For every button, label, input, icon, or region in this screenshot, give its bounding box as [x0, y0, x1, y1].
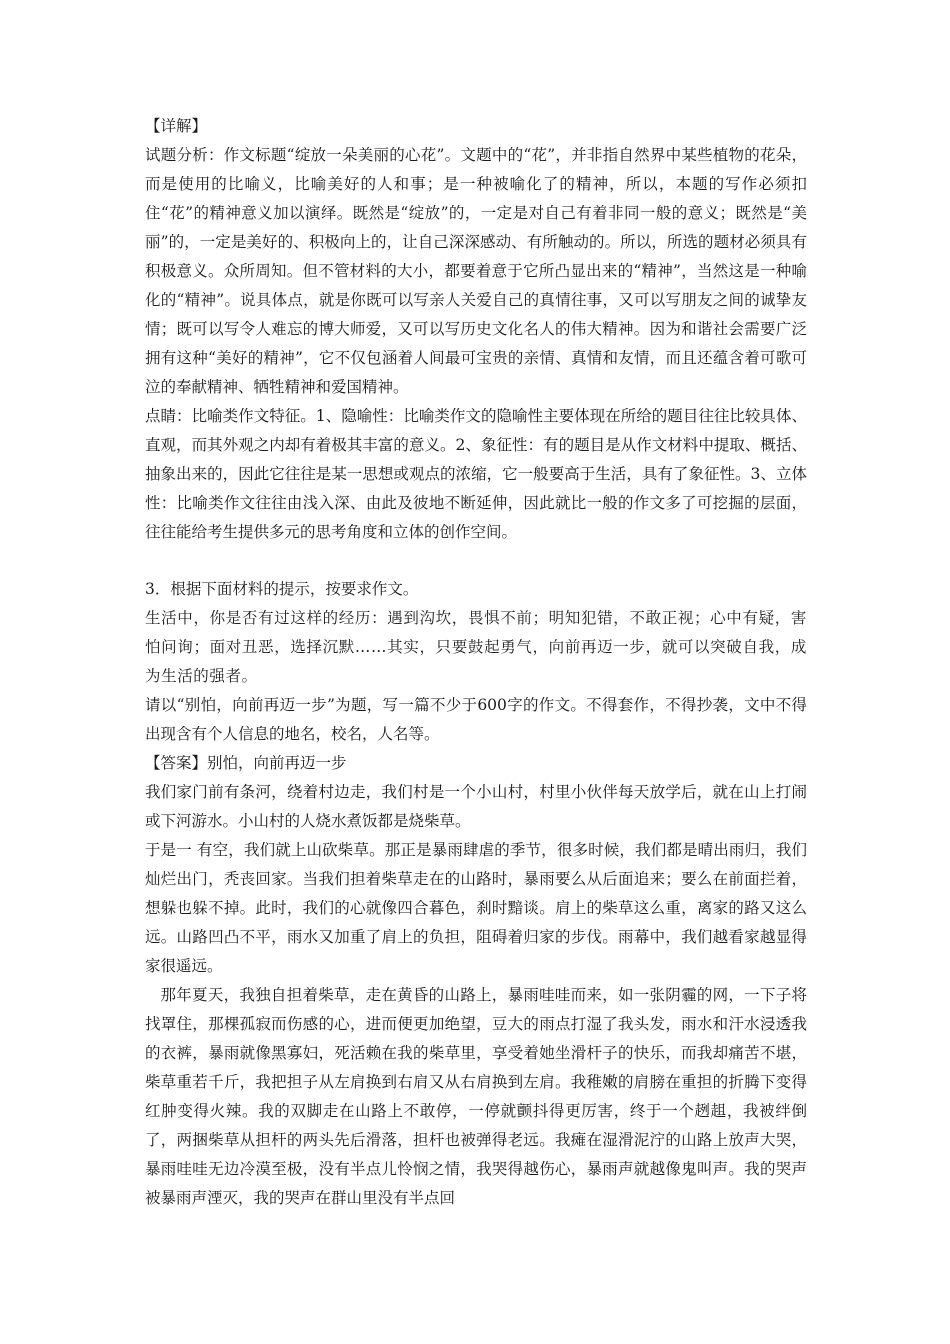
analysis-paragraph: 试题分析：作文标题“绽放一朵美丽的心花”。文题中的“花”，并非指自然界中某些植物的花朵，而是使用的比喻义，比喻美好的人和事；是一种被喻化了的精神，所以，本题的写作必须扣住“花”的精神意义加以演绎。既然是“绽放”的，一定是对自己有着非同一般的意义；既然是“美丽”的，一定是美好的、积极向上的，让自己深深感动、有所触动的。所以，所选的题材必须具有积极意义。众所周知。但不管材料的大小，都要着意于它所凸显出来的“精神”，当然这是一种喻化的“精神”。说具体点，就是你既可以写亲人关爱自己的真情往事，又可以写朋友之间的诚挚友情；既可以写令人难忘的博大师爱，又可以写历史文化名人的伟大精神。因为和谐社会需要广泛拥有这种“美好的精神”，它不仅包涵着人间最可宝贵的亲情、真情和友情，而且还蕴含着可歌可泣的奉献精神、牺牲精神和爱国精神。	[145, 146, 807, 396]
section-spacer	[145, 547, 807, 575]
tip-paragraph: 点睛：比喻类作文特征。1、隐喻性：比喻类作文的隐喻性主要体现在所给的题目往往比较具体、直观，而其外观之内却有着极其丰富的意义。2、象征性：有的题目是从作文材料中提取、概括、抽象出来的，因此它往往是某一思想或观点的浓缩，它一般要高于生活，具有了象征性。3、立体性：比喻类作文往往由浅入深、由此及彼地不断延伸，因此就比一般的作文多了可挖掘的层面，往往能给考生提供多元的思考角度和立体的创作空间。	[145, 407, 807, 541]
document-body	[145, 112, 807, 1213]
question-requirement: 请以“别怕，向前再迈一步”为题，写一篇不少于600字的作文。不得套作，不得抄袭，文中不得出现含有个人信息的地名，校名，人名等。	[145, 696, 807, 743]
answer-paragraph: 我们家门前有条河，绕着村边走，我们村是一个小山村，村里小伙伴每天放学后，就在山上打闹或下河游水。小山村的人烧水煮饭都是烧柴草。	[145, 783, 807, 830]
explanation-heading: 【详解】	[145, 117, 208, 135]
question-material: 生活中，你是否有过这样的经历：遇到沟坎，畏惧不前；明知犯错，不敢正视；心中有疑，害怕问询；面对丑恶，选择沉默……其实，只要鼓起勇气，向前再迈一步，就可以突破自我，成为生活的强者。	[145, 609, 807, 685]
answer-paragraph: 于是一 有空，我们就上山砍柴草。那正是暴雨肆虐的季节，很多时候，我们都是晴出雨归，我们灿烂出门，秃丧回家。当我们担着柴草走在的山路时，暴雨要么从后面追来；要么在前面拦着，想躲也躲不掉。此时，我们的心就像四合暮色，刹时黯谈。肩上的柴草这么重，离家的路又这么远。山路凹凸不平，雨水又加重了肩上的负担，阻碍着归家的步伐。雨幕中，我们越看家越显得家很遥远。	[145, 841, 807, 975]
answer-paragraph: 那年夏天，我独自担着柴草，走在黄昏的山路上，暴雨哇哇而来，如一张阴霾的网，一下子将找罩住，那棵孤寂而伤感的心，进而便更加绝望，豆大的雨点打湿了我头发，雨水和汗水浸透我的衣裤，暴雨就像黑寡妇，死活赖在我的柴草里，享受着她坐滑杆子的快乐，而我却痛苦不堪，柴草重若千斤，我把担子从左肩换到右肩又从右肩换到左肩。我稚嫩的肩膀在重担的折腾下变得红肿变得火辣。我的双脚走在山路上不敢停，一停就颤抖得更厉害，终于一个趔趄，我被绊倒了，两捆柴草从担杆的两头先后滑落，担杆也被弹得老远。我瘫在湿滑泥泞的山路上放声大哭，暴雨哇哇无边冷漠至极，没有半点儿怜悯之情，我哭得越伤心，暴雨声就越像鬼叫声。我的哭声被暴雨声湮灭，我的哭声在群山里没有半点回	[145, 986, 807, 1207]
answer-title: 【答案】别怕，向前再迈一步	[145, 754, 347, 772]
question-prompt: 3．根据下面材料的提示，按要求作文。	[145, 580, 419, 598]
